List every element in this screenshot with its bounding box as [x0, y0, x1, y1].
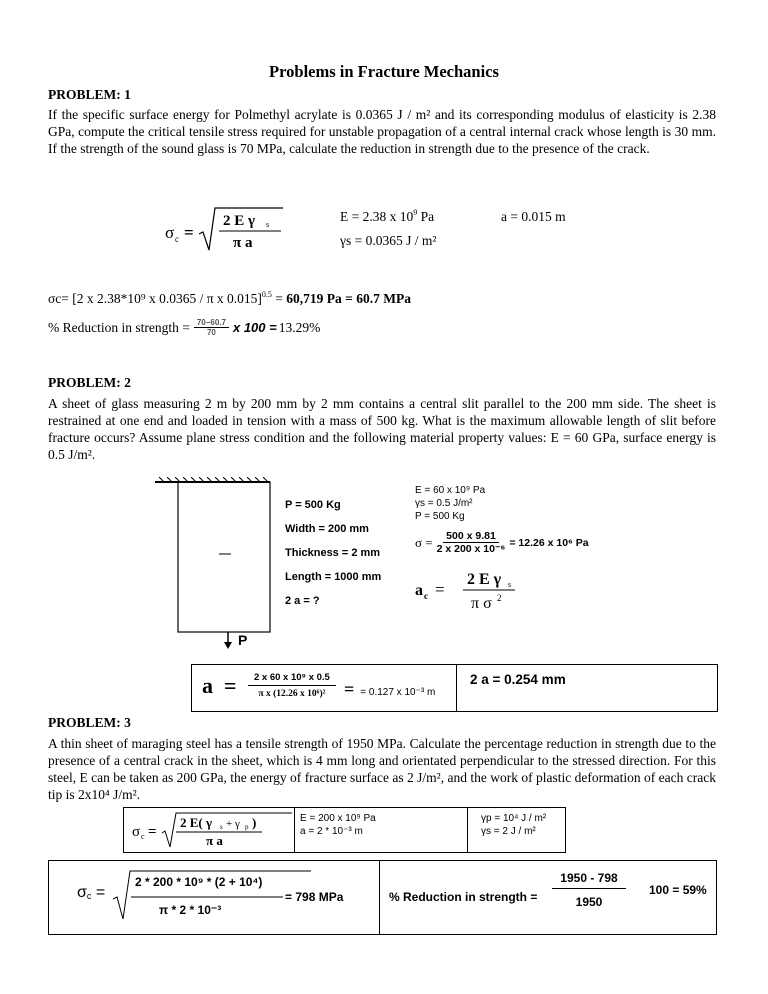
p2-given: E = 60 x 10⁹ Pa γs = 0.5 J/m² P = 500 Kg: [415, 485, 486, 522]
svg-text:s: s: [508, 580, 512, 589]
svg-text:+ γ: + γ: [226, 818, 240, 830]
p3-given-b: γp = 10⁴ J / m² γs = 2 J / m²: [481, 813, 547, 837]
problem-1-heading: PROBLEM: 1: [48, 87, 131, 102]
p1-sigma-calc: σc= [2 x 2.38*10⁹ x 0.0365 / π x 0.015]$^{0.5}$ = 60,719 Pa = 60.7 MPa: [48, 290, 411, 306]
svg-text:σ: σ: [165, 223, 175, 242]
svg-text:π a: π a: [233, 235, 253, 251]
glass-sheet-diagram: [155, 477, 275, 653]
problem-2-heading: PROBLEM: 2: [48, 375, 131, 390]
p3-calc-table: $\sigma_c$ = 2 * 200 * 10⁹ * (2 + 10⁴) π * 2 * 10⁻³ = 798 MPa % Reduction in strength = 1950 - 798 1950 100 = 59%: [48, 860, 717, 935]
svg-text:σ: σ: [132, 824, 141, 840]
svg-text:s: s: [266, 220, 270, 229]
svg-text:π a: π a: [206, 833, 223, 848]
p1-given-a: a = 0.015 m: [501, 209, 566, 224]
load-label: P: [238, 632, 248, 648]
page-title: Problems in Fracture Mechanics: [269, 62, 499, 81]
svg-text:=: =: [435, 580, 445, 599]
p1-given-E: E = 2.38 x $10^9$ Pa: [340, 208, 435, 224]
p2-a-fraction: 2 x 60 x 10⁹ x 0.5 π x (12.26 x 10⁶)²: [248, 672, 336, 699]
p3-calc-numerator: 2 * 200 * 10⁹ * (2 + 10⁴): [135, 875, 263, 889]
p3-given-a: E = 200 x 10⁹ Pa a = 2 * 10⁻³ m: [300, 813, 376, 837]
p3-calc-denominator: π * 2 * 10⁻³: [159, 903, 222, 917]
p3-reduction-fraction: 1950 - 798 1950: [539, 871, 639, 909]
p1-reduction-fraction: $\frac{70-60.7}{70}$: [194, 318, 229, 337]
svg-text:=: =: [148, 824, 157, 840]
p1-formula-sigma-c: [165, 206, 285, 256]
svg-text:p: p: [245, 823, 249, 831]
svg-text:c: c: [424, 591, 428, 601]
p2-result-table: a = 2 x 60 x 10⁹ x 0.5 π x (12.26 x 10⁶)² = = 0.127 x 10⁻³ m 2 a = 0.254 mm: [191, 664, 718, 712]
p2-sigma-calc: σ = $\frac{500 x 9.81}{\text{2 x 200 x 10⁻⁶}}$ = 12.26 x 10⁶ Pa: [415, 530, 589, 555]
p3-formula-table: [123, 807, 566, 853]
p2-answer: 2 a = 0.254 mm: [470, 672, 566, 687]
p2-a-result: = = 0.127 x 10⁻³ m: [344, 679, 436, 699]
svg-text:π σ: π σ: [471, 595, 492, 612]
svg-text:a: a: [415, 582, 423, 599]
svg-text:s: s: [220, 823, 223, 831]
svg-text:c: c: [141, 832, 145, 841]
problem-1-text: If the specific surface energy for Polmethyl acrylate is 0.0365 J / m² and its corresponding modulus of elasticity is 2.38 GPa, compute the critical tensile stress required for unstable propagation of a central internal crack whose length is 30 mm. If the strength of the sound glass is 70 MPa, calculate the reduction in strength due to the presence of the crack.: [48, 107, 716, 156]
svg-text:2 E γ: 2 E γ: [223, 213, 256, 229]
svg-text:2: 2: [497, 593, 502, 603]
svg-text:2 E( γ: 2 E( γ: [180, 815, 213, 830]
p1-reduction: % Reduction in strength = $\frac{70-60.7}{70}$ x 100 = 13.29%: [48, 318, 321, 337]
problem-3-text: A thin sheet of maraging steel has a tensile strength of 1950 MPa. Calculate the percentage reduction in strength due to the presence of a central crack in the sheet, which is 4 mm long and orientated perpendicular to the stressed direction. For this steel, E can be taken as 200 GPa, the energy of fracture surface as 2 J/m², and the work of plastic deformation of each crack tip is 2x10⁴ J/m².: [48, 736, 716, 802]
svg-text:2 E γ: 2 E γ: [467, 571, 502, 588]
svg-text:=: =: [184, 223, 194, 242]
p3-reduction-result: 100 = 59%: [649, 883, 707, 897]
p3-calc-result: = 798 MPa: [285, 890, 344, 904]
svg-text:): ): [252, 815, 257, 830]
diagram-labels: P = 500 Kg Width = 200 mm Thickness = 2 mm Length = 1000 mm 2 a = ?: [285, 499, 382, 607]
p1-given-gamma: γs = 0.0365 J / m²: [340, 233, 437, 248]
problem-2-text: A sheet of glass measuring 2 m by 200 mm by 2 mm contains a central slit parallel to the 200 mm side. The sheet is restrained at one end and loaded in tension with a mass of 500 kg. What is the maximum allowable length of slit before fracture occurs? Assume plane stress condition and the following material property values: E = 60 GPa, surface energy is 0.5 J/m².: [48, 396, 716, 462]
svg-text:c: c: [175, 234, 179, 244]
p2-formula-ac: [415, 568, 525, 614]
problem-3-heading: PROBLEM: 3: [48, 715, 131, 730]
p3-formula-sigma-c: [132, 812, 292, 850]
p3-reduction-label: % Reduction in strength =: [389, 890, 538, 904]
